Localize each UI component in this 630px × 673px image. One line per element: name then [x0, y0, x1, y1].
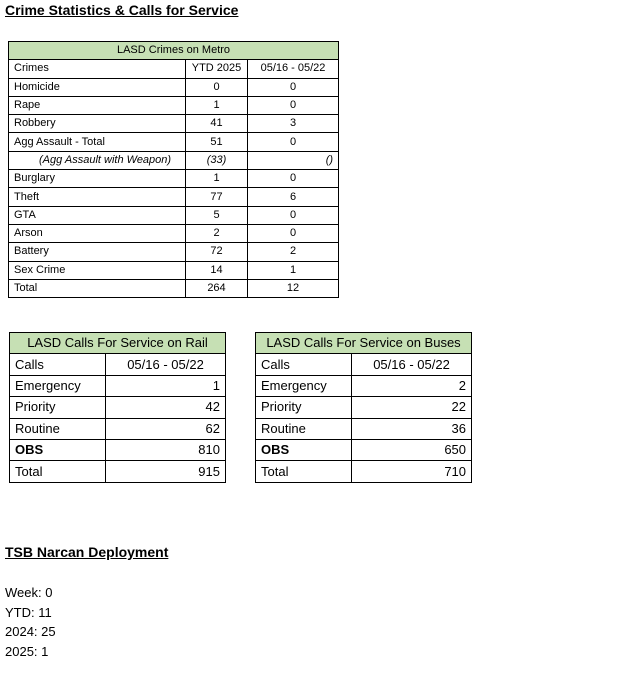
call-label: OBS [10, 439, 106, 460]
call-value: 62 [106, 418, 226, 439]
crime-week: 0 [248, 170, 339, 188]
table-title-row [10, 333, 226, 354]
call-value: 22 [352, 397, 472, 418]
crime-label: Robbery [9, 115, 186, 133]
table-row [9, 115, 339, 133]
crime-ytd: 77 [186, 188, 248, 206]
table-row [9, 261, 339, 279]
call-value: 36 [352, 418, 472, 439]
crime-week: 6 [248, 188, 339, 206]
column-header-crimes: Crimes [9, 60, 186, 78]
crime-ytd: 51 [186, 133, 248, 151]
crime-label: Burglary [9, 170, 186, 188]
table-row [256, 375, 472, 396]
table-row [256, 397, 472, 418]
table-title: LASD Calls For Service on Buses [256, 333, 472, 354]
crime-week: 3 [248, 115, 339, 133]
call-value: 2 [352, 375, 472, 396]
table-row-total [10, 461, 226, 482]
column-header-calls: Calls [10, 354, 106, 375]
table-title: LASD Calls For Service on Rail [10, 333, 226, 354]
crime-label: Homicide [9, 78, 186, 96]
call-value: 42 [106, 397, 226, 418]
table-header-row [256, 354, 472, 375]
narcan-section-title: TSB Narcan Deployment [5, 544, 169, 560]
table-row [9, 133, 339, 151]
table-header-row [9, 60, 339, 78]
crime-label: (Agg Assault with Weapon) [9, 151, 186, 169]
table-row-total [256, 461, 472, 482]
table-row [9, 188, 339, 206]
call-label: Routine [10, 418, 106, 439]
table-row [9, 96, 339, 114]
crime-ytd: 1 [186, 96, 248, 114]
table-title-row [256, 333, 472, 354]
rail-calls-table [9, 332, 226, 483]
call-label: Total [256, 461, 352, 482]
bus-calls-table [255, 332, 472, 483]
narcan-2025: 2025: 1 [5, 643, 49, 659]
crime-ytd: (33) [186, 151, 248, 169]
column-header-week: 05/16 - 05/22 [248, 60, 339, 78]
crime-ytd: 5 [186, 206, 248, 224]
call-value: 915 [106, 461, 226, 482]
crime-week: 2 [248, 243, 339, 261]
table-title-row [9, 42, 339, 60]
table-row [256, 439, 472, 460]
crime-week: 0 [248, 224, 339, 242]
crime-ytd: 1 [186, 170, 248, 188]
crimes-table [8, 41, 339, 298]
crime-ytd: 0 [186, 78, 248, 96]
table-row [10, 375, 226, 396]
table-row [256, 418, 472, 439]
table-header-row [10, 354, 226, 375]
table-row [9, 243, 339, 261]
page-title: Crime Statistics & Calls for Service [5, 2, 239, 18]
table-row [9, 170, 339, 188]
table-row [9, 78, 339, 96]
call-label: Routine [256, 418, 352, 439]
crime-week: 0 [248, 96, 339, 114]
column-header-ytd: YTD 2025 [186, 60, 248, 78]
crime-ytd: 14 [186, 261, 248, 279]
table-row-total [9, 279, 339, 297]
call-label: Emergency [256, 375, 352, 396]
crime-ytd: 2 [186, 224, 248, 242]
crime-week: () [248, 151, 339, 169]
crime-week: 12 [248, 279, 339, 297]
call-value: 810 [106, 439, 226, 460]
crime-label: GTA [9, 206, 186, 224]
call-value: 710 [352, 461, 472, 482]
crime-label: Theft [9, 188, 186, 206]
call-label: Total [10, 461, 106, 482]
crime-ytd: 72 [186, 243, 248, 261]
crime-week: 1 [248, 261, 339, 279]
narcan-stats [5, 583, 56, 661]
crime-label: Rape [9, 96, 186, 114]
crime-label: Agg Assault - Total [9, 133, 186, 151]
crime-ytd: 41 [186, 115, 248, 133]
table-row [10, 439, 226, 460]
call-label: Priority [10, 397, 106, 418]
call-value: 650 [352, 439, 472, 460]
crime-label: Arson [9, 224, 186, 242]
crime-week: 0 [248, 133, 339, 151]
call-label: Emergency [10, 375, 106, 396]
table-row [10, 418, 226, 439]
table-row [9, 206, 339, 224]
table-title: LASD Crimes on Metro [9, 42, 339, 60]
table-row [10, 397, 226, 418]
call-value: 1 [106, 375, 226, 396]
column-header-week: 05/16 - 05/22 [352, 354, 472, 375]
table-row-subtotal [9, 151, 339, 169]
column-header-week: 05/16 - 05/22 [106, 354, 226, 375]
narcan-2024: 2024: 25 [5, 624, 56, 639]
narcan-ytd: YTD: 11 [5, 604, 52, 620]
call-label: Priority [256, 397, 352, 418]
crime-ytd: 264 [186, 279, 248, 297]
call-label: OBS [256, 439, 352, 460]
crime-label: Total [9, 279, 186, 297]
narcan-week: Week: 0 [5, 585, 53, 600]
crime-week: 0 [248, 78, 339, 96]
crime-label: Sex Crime [9, 261, 186, 279]
column-header-calls: Calls [256, 354, 352, 375]
crime-label: Battery [9, 243, 186, 261]
crime-week: 0 [248, 206, 339, 224]
table-row [9, 224, 339, 242]
